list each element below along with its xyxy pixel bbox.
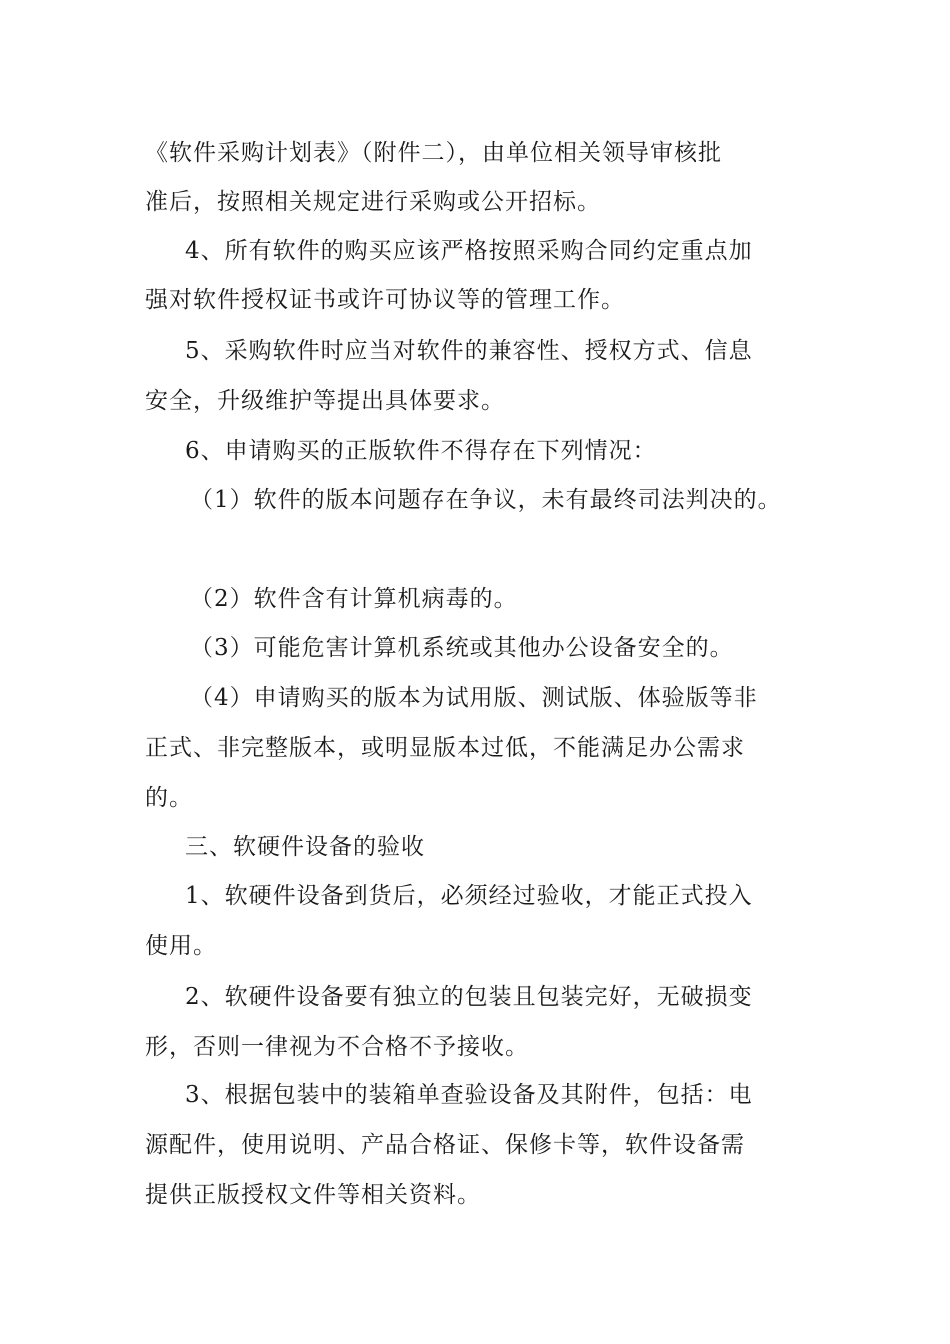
paragraph-line: （1）软件的版本问题存在争议，未有最终司法判决的。	[190, 487, 782, 513]
paragraph-line: 4、所有软件的购买应该严格按照采购合同约定重点加	[185, 238, 753, 264]
paragraph-line: 正式、非完整版本，或明显版本过低，不能满足办公需求	[145, 735, 745, 761]
paragraph-line: （4）申请购买的版本为试用版、测试版、体验版等非	[190, 685, 758, 711]
paragraph-line: 准后，按照相关规定进行采购或公开招标。	[145, 189, 601, 215]
paragraph-line: （3）可能危害计算机系统或其他办公设备安全的。	[190, 635, 734, 661]
paragraph-line: 2、软硬件设备要有独立的包装且包装完好，无破损变	[185, 984, 753, 1010]
paragraph-line: 6、申请购买的正版软件不得存在下列情况：	[185, 438, 657, 464]
paragraph-line: 使用。	[145, 933, 217, 959]
paragraph-line: 5、采购软件时应当对软件的兼容性、授权方式、信息	[185, 338, 753, 364]
paragraph-line: 强对软件授权证书或许可协议等的管理工作。	[145, 287, 625, 313]
paragraph-line: 安全，升级维护等提出具体要求。	[145, 388, 505, 414]
paragraph-line: （2）软件含有计算机病毒的。	[190, 586, 518, 612]
paragraph-line: 《软件采购计划表》（附件二），由单位相关领导审核批	[145, 140, 722, 166]
paragraph-line: 提供正版授权文件等相关资料。	[145, 1182, 481, 1208]
paragraph-line: 源配件，使用说明、产品合格证、保修卡等，软件设备需	[145, 1132, 745, 1158]
section-heading: 三、软硬件设备的验收	[185, 834, 425, 860]
paragraph-line: 1、软硬件设备到货后，必须经过验收，才能正式投入	[185, 883, 753, 909]
paragraph-line: 形，否则一律视为不合格不予接收。	[145, 1034, 529, 1060]
paragraph-line: 的。	[145, 785, 193, 811]
paragraph-line: 3、根据包装中的装箱单查验设备及其附件，包括：电	[185, 1082, 753, 1108]
